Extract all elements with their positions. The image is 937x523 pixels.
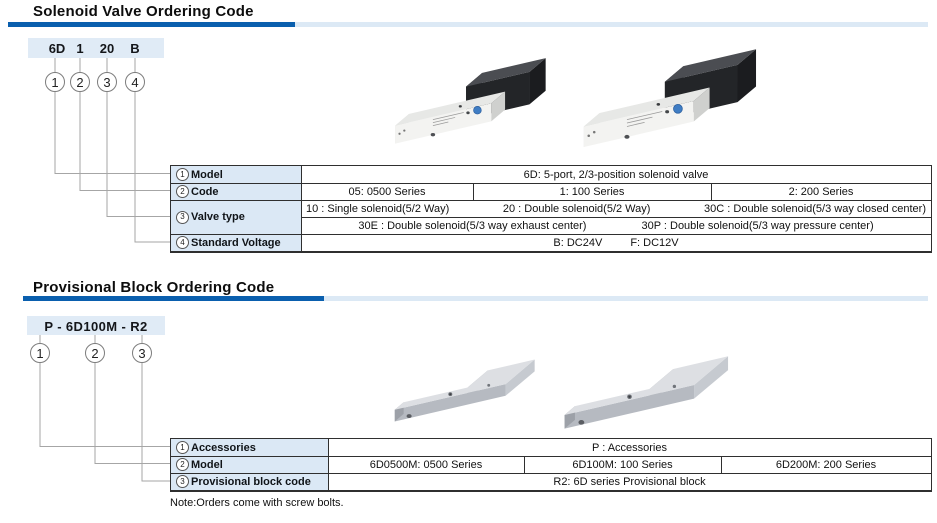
- code-part-valve: 20: [99, 41, 115, 56]
- row-label-text: Model: [191, 458, 223, 471]
- valve-type-10: 10 : Single solenoid(5/2 Way): [306, 202, 450, 215]
- valve-type-20: 20 : Double solenoid(5/2 Way): [502, 202, 651, 215]
- row-label-text: Standard Voltage: [191, 236, 281, 249]
- solenoid-valve-photo-small: [388, 52, 560, 153]
- row-number-icon: 3: [176, 211, 189, 224]
- valve-type-30E: 30E : Double solenoid(5/3 way exhaust center): [358, 219, 587, 232]
- model-200-series: 6D200M: 200 Series: [775, 458, 877, 471]
- section2-title: Provisional Block Ordering Code: [33, 279, 275, 296]
- valve-type-line2: [301, 217, 931, 234]
- model-0500-series: 6D0500M: 0500 Series: [369, 458, 483, 471]
- section2-ordering-code-box: [27, 316, 165, 335]
- row-number-icon: 1: [176, 168, 189, 181]
- valve-type-30C: 30C : Double solenoid(5/3 way closed center): [704, 202, 926, 215]
- code-series-100: 1: 100 Series: [559, 185, 625, 198]
- model-value: 6D: 5-port, 2/3-position solenoid valve: [523, 168, 709, 181]
- valve-type-30P: 30P : Double solenoid(5/3 way pressure center): [641, 219, 874, 232]
- row-label-text: Code: [191, 185, 219, 198]
- voltage-values: [301, 234, 931, 251]
- row-label-standard-voltage: [171, 234, 301, 251]
- row-number-icon: 2: [176, 458, 189, 471]
- callout-4: 4: [125, 72, 145, 92]
- code-part-voltage: B: [130, 41, 140, 56]
- callout-1: 1: [45, 72, 65, 92]
- provisional-block-value: R2: 6D series Provisional block: [553, 475, 706, 488]
- provisional-block-code-table: [170, 438, 932, 492]
- section1-underline-accent: [8, 22, 295, 27]
- row-label-text: Accessories: [191, 441, 256, 454]
- voltage-dc24v: B: DC24V: [553, 236, 603, 249]
- section2-underline-accent: [23, 296, 324, 301]
- row-label-text: Model: [191, 168, 223, 181]
- row-label-model: [171, 166, 301, 183]
- provisional-block-photo-small: [384, 320, 550, 426]
- callout-2: 2: [70, 72, 90, 92]
- row-label-valve-type: [171, 200, 301, 234]
- solenoid-valve-photo-large: [576, 42, 772, 158]
- section1-underline-light: [295, 22, 928, 27]
- row-number-icon: 4: [176, 236, 189, 249]
- block-code-text: P - 6D100M - R2: [44, 319, 148, 334]
- row-number-icon: 2: [176, 185, 189, 198]
- code-part-model: 6D: [48, 41, 66, 56]
- section1-title: Solenoid Valve Ordering Code: [33, 3, 254, 20]
- note-text: Note:Orders come with screw bolts.: [170, 497, 344, 509]
- model-100-series: 6D100M: 100 Series: [572, 458, 673, 471]
- accessories-value: P : Accessories: [592, 441, 667, 454]
- section2-underline-light: [324, 296, 928, 301]
- callout-2: 2: [85, 343, 105, 363]
- row-label-accessories: [171, 439, 328, 456]
- callout-1: 1: [30, 343, 50, 363]
- code-part-series: 1: [76, 41, 84, 56]
- row-label-text: Valve type: [191, 211, 245, 223]
- row-number-icon: 3: [176, 475, 189, 488]
- provisional-block-photo-large: [552, 310, 746, 434]
- row-label-model: [171, 456, 328, 473]
- solenoid-valve-code-table: [170, 165, 932, 253]
- callout-3: 3: [97, 72, 117, 92]
- row-label-provisional-block-code: [171, 473, 328, 490]
- row-label-text: Provisional block code: [191, 475, 311, 488]
- code-series-200: 2: 200 Series: [788, 185, 854, 198]
- code-series-0500: 05: 0500 Series: [348, 185, 426, 198]
- section1-ordering-code-box: [28, 38, 164, 58]
- row-number-icon: 1: [176, 441, 189, 454]
- callout-3: 3: [132, 343, 152, 363]
- voltage-dc12v: F: DC12V: [630, 236, 679, 249]
- valve-type-line1: [301, 200, 931, 217]
- row-label-code: [171, 183, 301, 200]
